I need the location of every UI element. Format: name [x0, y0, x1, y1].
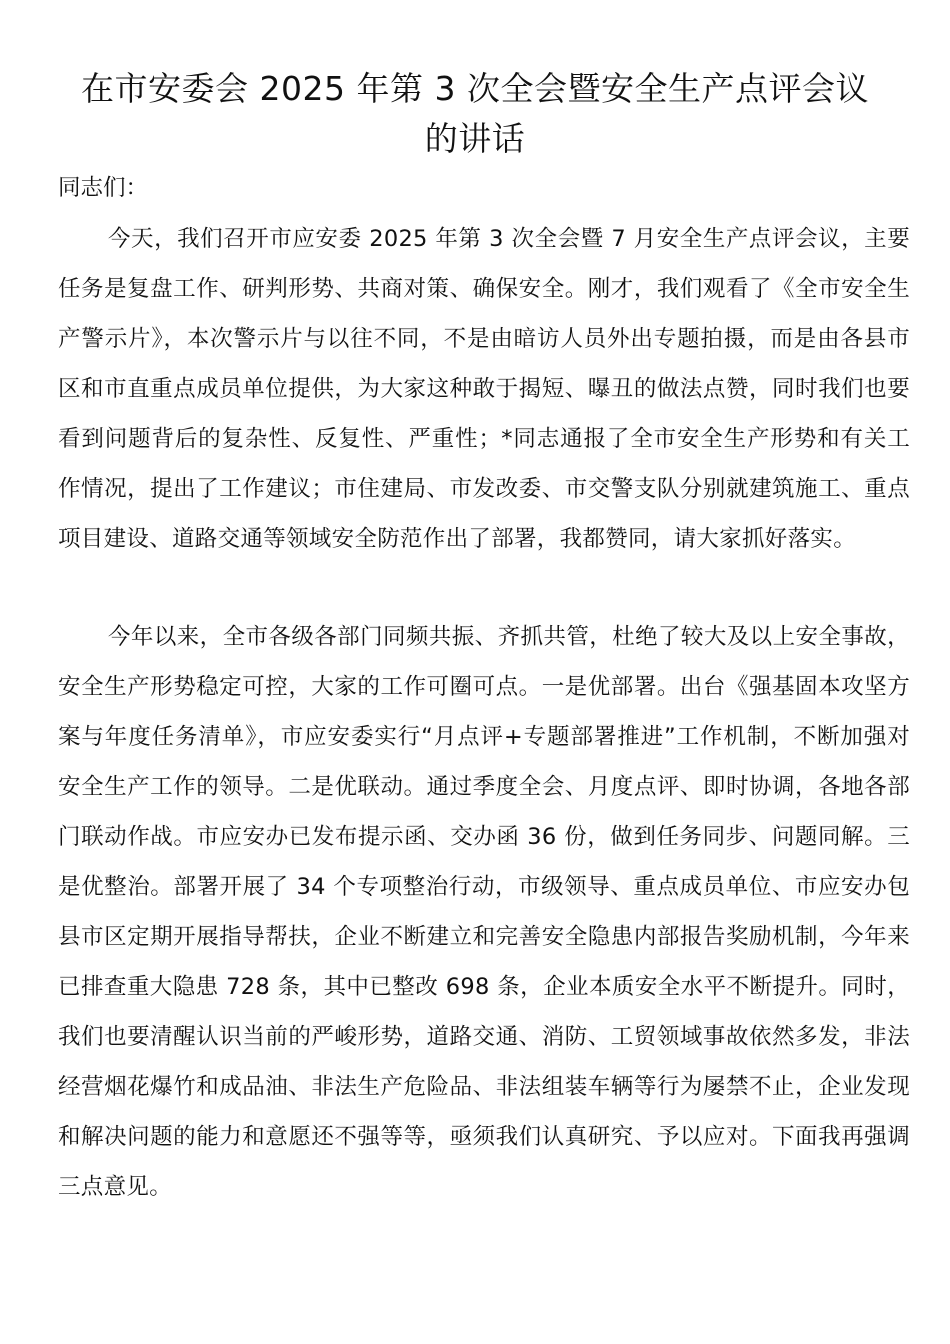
- page-title: [40, 64, 910, 164]
- paragraph-2: 今年以来，全市各级各部门同频共振、齐抓共管，杜绝了较大及以上安全事故，安全生产形势稳定可控，大家的工作可圈可点。一是优部署。出台《强基固本攻坚方案与年度任务清单》，市应安委实行“月点评+专题部署推进”工作机制，不断加强对安全生产工作的领导。二是优联动。通过季度全会、月度点评、即时协调，各地各部门联动作战。市应安办已发布提示函、交办函 36 份，做到任务同步、问题同解。三是优整治。部署开展了 34 个专项整治行动，市级领导、重点成员单位、市应安办包县市区定期开展指导帮扶，企业不断建立和完善安全隐患内部报告奖励机制，今年来已排查重大隐患 728 条，其中已整改 698 条，企业本质安全水平不断提升。同时，我们也要清醒认识当前的严峻形势，道路交通、消防、工贸领域事故依然多发，非法经营烟花爆竹和成品油、非法生产危险品、非法组装车辆等行为屡禁不止，企业发现和解决问题的能力和意愿还不强等等，亟须我们认真研究、予以应对。下面我再强调三点意见。: [58, 624, 910, 1200]
- paragraph-1: 今天，我们召开市应安委 2025 年第 3 次全会暨 7 月安全生产点评会议，主要任务是复盘工作、研判形势、共商对策、确保安全。刚才，我们观看了《全市安全生产警示片》，本次警示片与以往不同，不是由暗访人员外出专题拍摄，而是由各县市区和市直重点成员单位提供，为大家这种敢于揭短、曝丑的做法点赞，同时我们也要看到问题背后的复杂性、反复性、严重性；*同志通报了全市安全生产形势和有关工作情况，提出了工作建议；市住建局、市发改委、市交警支队分别就建筑施工、重点项目建设、道路交通等领域安全防范作出了部署，我都赞同，请大家抓好落实。: [58, 226, 910, 552]
- salutation: 同志们：: [58, 175, 149, 201]
- title-line-1: 在市安委会 2025 年第 3 次全会暨安全生产点评会议: [81, 69, 869, 108]
- title-line-2: 的讲话: [424, 119, 526, 158]
